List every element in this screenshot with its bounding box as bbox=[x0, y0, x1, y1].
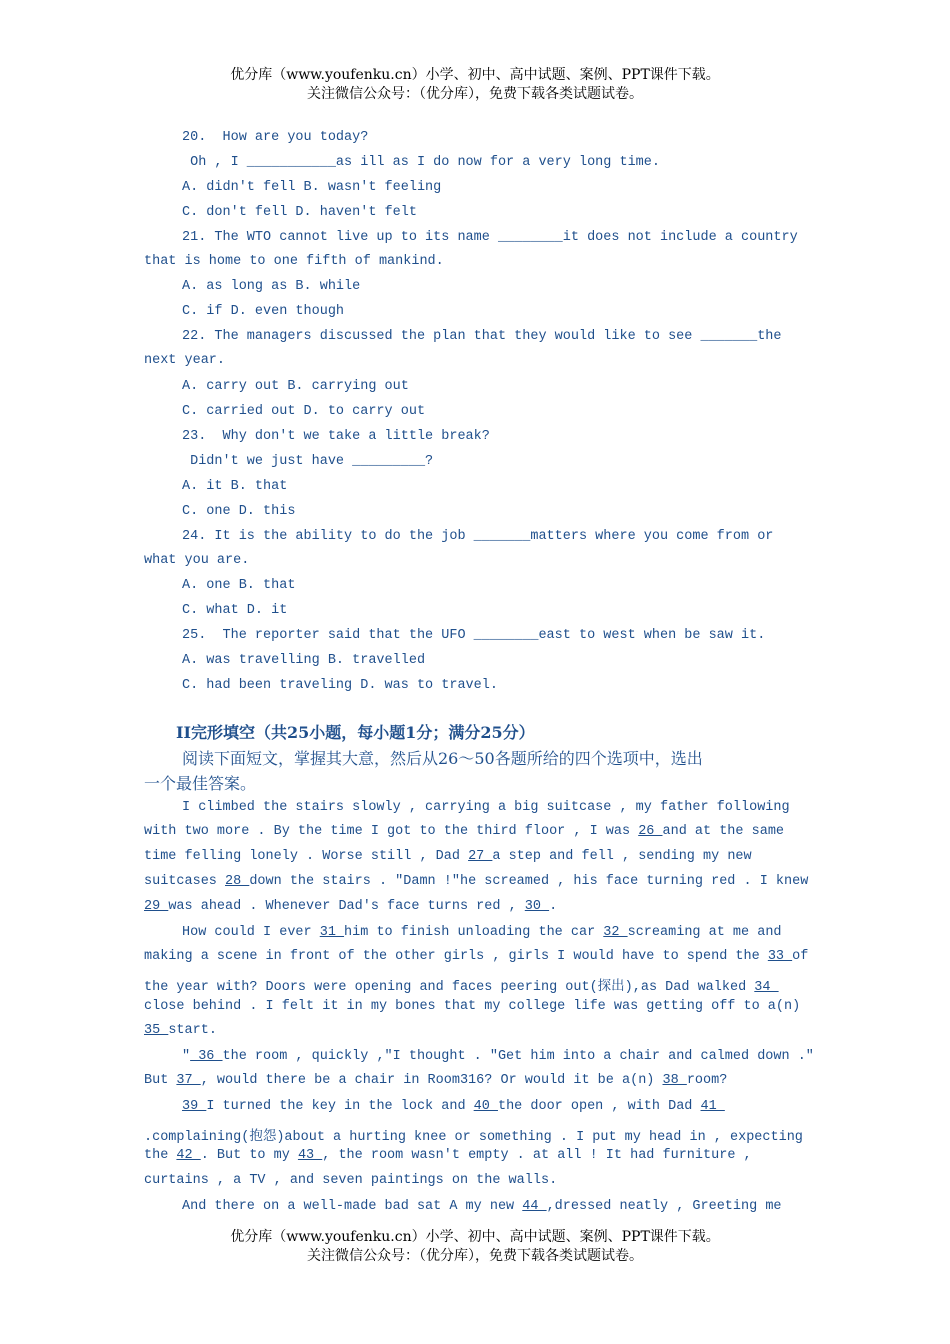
blank-38: 38 bbox=[662, 1073, 687, 1088]
passage-line: making a scene in front of the other girls , girls I would have to spend the 33 of bbox=[144, 949, 809, 964]
blank-37: 37 bbox=[176, 1073, 201, 1088]
blank-31: 31 bbox=[319, 925, 345, 940]
passage-line: time felling lonely . Worse still , Dad 27 a step and fell , sending my new bbox=[144, 849, 752, 864]
q20-line2: Oh , I ___________as ill as I do now for a very long time. bbox=[182, 155, 660, 170]
blank-33: 33 bbox=[767, 949, 793, 964]
header-line-1: 优分库（www.youfenku.cn）小学、初中、高中试题、案例、PPT课件下载。 bbox=[230, 67, 720, 83]
q20-options-cd: C. don't fell D. haven't felt bbox=[182, 205, 417, 220]
q22-stem: 22. The managers discussed the plan that they would like to see _______the bbox=[182, 329, 782, 344]
q20-stem: 20. How are you today? bbox=[182, 130, 369, 145]
blank-40: 40 bbox=[473, 1099, 498, 1114]
blank-30: 30 bbox=[524, 899, 550, 914]
blank-34: 34 bbox=[754, 980, 779, 995]
section-instructions-line-1: 阅读下面短文，掌握其大意，然后从26～50各题所给的四个选项中，选出 bbox=[182, 749, 703, 768]
passage-line: 39 I turned the key in the lock and 40 the door open , with Dad 41 bbox=[182, 1099, 725, 1114]
section-instructions-line-2: 一个最佳答案。 bbox=[144, 774, 257, 793]
passage-line: But 37 , would there be a chair in Room316? Or would it be a(n) 38 room? bbox=[144, 1073, 728, 1088]
q20-options-ab: A. didn't fell B. wasn't feeling bbox=[182, 180, 442, 195]
q24-stem: 24. It is the ability to do the job _______matters where you come from or bbox=[182, 529, 774, 544]
blank-28: 28 bbox=[225, 874, 250, 889]
passage-line: How could I ever 31 him to finish unloading the car 32 screaming at me and bbox=[182, 925, 782, 940]
q23-line2: Didn't we just have _________? bbox=[182, 454, 434, 469]
q23-options-cd: C. one D. this bbox=[182, 504, 296, 519]
q23-stem: 23. Why don't we take a little break? bbox=[182, 429, 490, 444]
passage-line: " 36 the room , quickly ,"I thought . "Get him into a chair and calmed down ." bbox=[182, 1049, 814, 1064]
blank-27: 27 bbox=[468, 849, 493, 864]
blank-35: 35 bbox=[144, 1023, 169, 1038]
passage-line: the year with? Doors were opening and faces peering out(探出),as Dad walked 34 bbox=[144, 980, 779, 995]
q22-options-cd: C. carried out D. to carry out bbox=[182, 404, 426, 419]
q24-continuation: what you are. bbox=[144, 553, 250, 568]
passage-line: suitcases 28 down the stairs . "Damn !"he screamed , his face turning red . I knew bbox=[144, 874, 809, 889]
header-line-2: 关注微信公众号：（优分库），免费下载各类试题试卷。 bbox=[307, 86, 643, 102]
blank-39: 39 bbox=[182, 1099, 207, 1114]
q23-options-ab: A. it B. that bbox=[182, 479, 288, 494]
q25-stem: 25. The reporter said that the UFO ________east to west when be saw it. bbox=[182, 628, 766, 643]
passage-line: And there on a well-made bad sat A my new 44 ,dressed neatly , Greeting me bbox=[182, 1199, 782, 1214]
passage-line: I climbed the stairs slowly , carrying a big suitcase , my father following bbox=[182, 800, 790, 815]
passage-line: the 42 . But to my 43 , the room wasn't empty . at all ! It had furniture , bbox=[144, 1148, 752, 1163]
q22-options-ab: A. carry out B. carrying out bbox=[182, 379, 409, 394]
q21-continuation: that is home to one fifth of mankind. bbox=[144, 254, 444, 269]
blank-36: 36 bbox=[190, 1049, 223, 1064]
blank-42: 42 bbox=[176, 1148, 201, 1163]
page-footer bbox=[0, 1228, 950, 1266]
page-header bbox=[0, 66, 950, 104]
blank-43: 43 bbox=[297, 1148, 323, 1163]
q25-options-cd: C. had been traveling D. was to travel. bbox=[182, 678, 498, 693]
blank-29: 29 bbox=[144, 899, 169, 914]
q21-stem: 21. The WTO cannot live up to its name ________it does not include a country bbox=[182, 230, 798, 245]
blank-44: 44 bbox=[522, 1199, 547, 1214]
blank-32: 32 bbox=[603, 925, 628, 940]
blank-26: 26 bbox=[638, 824, 663, 839]
q22-continuation: next year. bbox=[144, 353, 226, 368]
q24-options-ab: A. one B. that bbox=[182, 578, 296, 593]
passage-line: 29 was ahead . Whenever Dad's face turns red , 30 . bbox=[144, 899, 558, 914]
passage-line: curtains , a TV , and seven paintings on the walls. bbox=[144, 1173, 558, 1188]
footer-line-2: 关注微信公众号：（优分库），免费下载各类试题试卷。 bbox=[307, 1248, 643, 1264]
passage-line: close behind . I felt it in my bones that my college life was getting off to a(n) bbox=[144, 999, 801, 1014]
q21-options-ab: A. as long as B. while bbox=[182, 279, 361, 294]
blank-41: 41 bbox=[700, 1099, 725, 1114]
passage-line: 35 start. bbox=[144, 1023, 217, 1038]
q21-options-cd: C. if D. even though bbox=[182, 304, 345, 319]
q24-options-cd: C. what D. it bbox=[182, 603, 288, 618]
footer-line-1: 优分库（www.youfenku.cn）小学、初中、高中试题、案例、PPT课件下载。 bbox=[230, 1229, 720, 1245]
passage-line: with two more . By the time I got to the third floor , I was 26 and at the same bbox=[144, 824, 785, 839]
passage-line: .complaining(抱怨)about a hurting knee or something . I put my head in , expecting bbox=[144, 1130, 803, 1145]
q25-options-ab: A. was travelling B. travelled bbox=[182, 653, 426, 668]
section-title: II完形填空（共25小题，每小题1分；满分25分） bbox=[176, 723, 535, 742]
